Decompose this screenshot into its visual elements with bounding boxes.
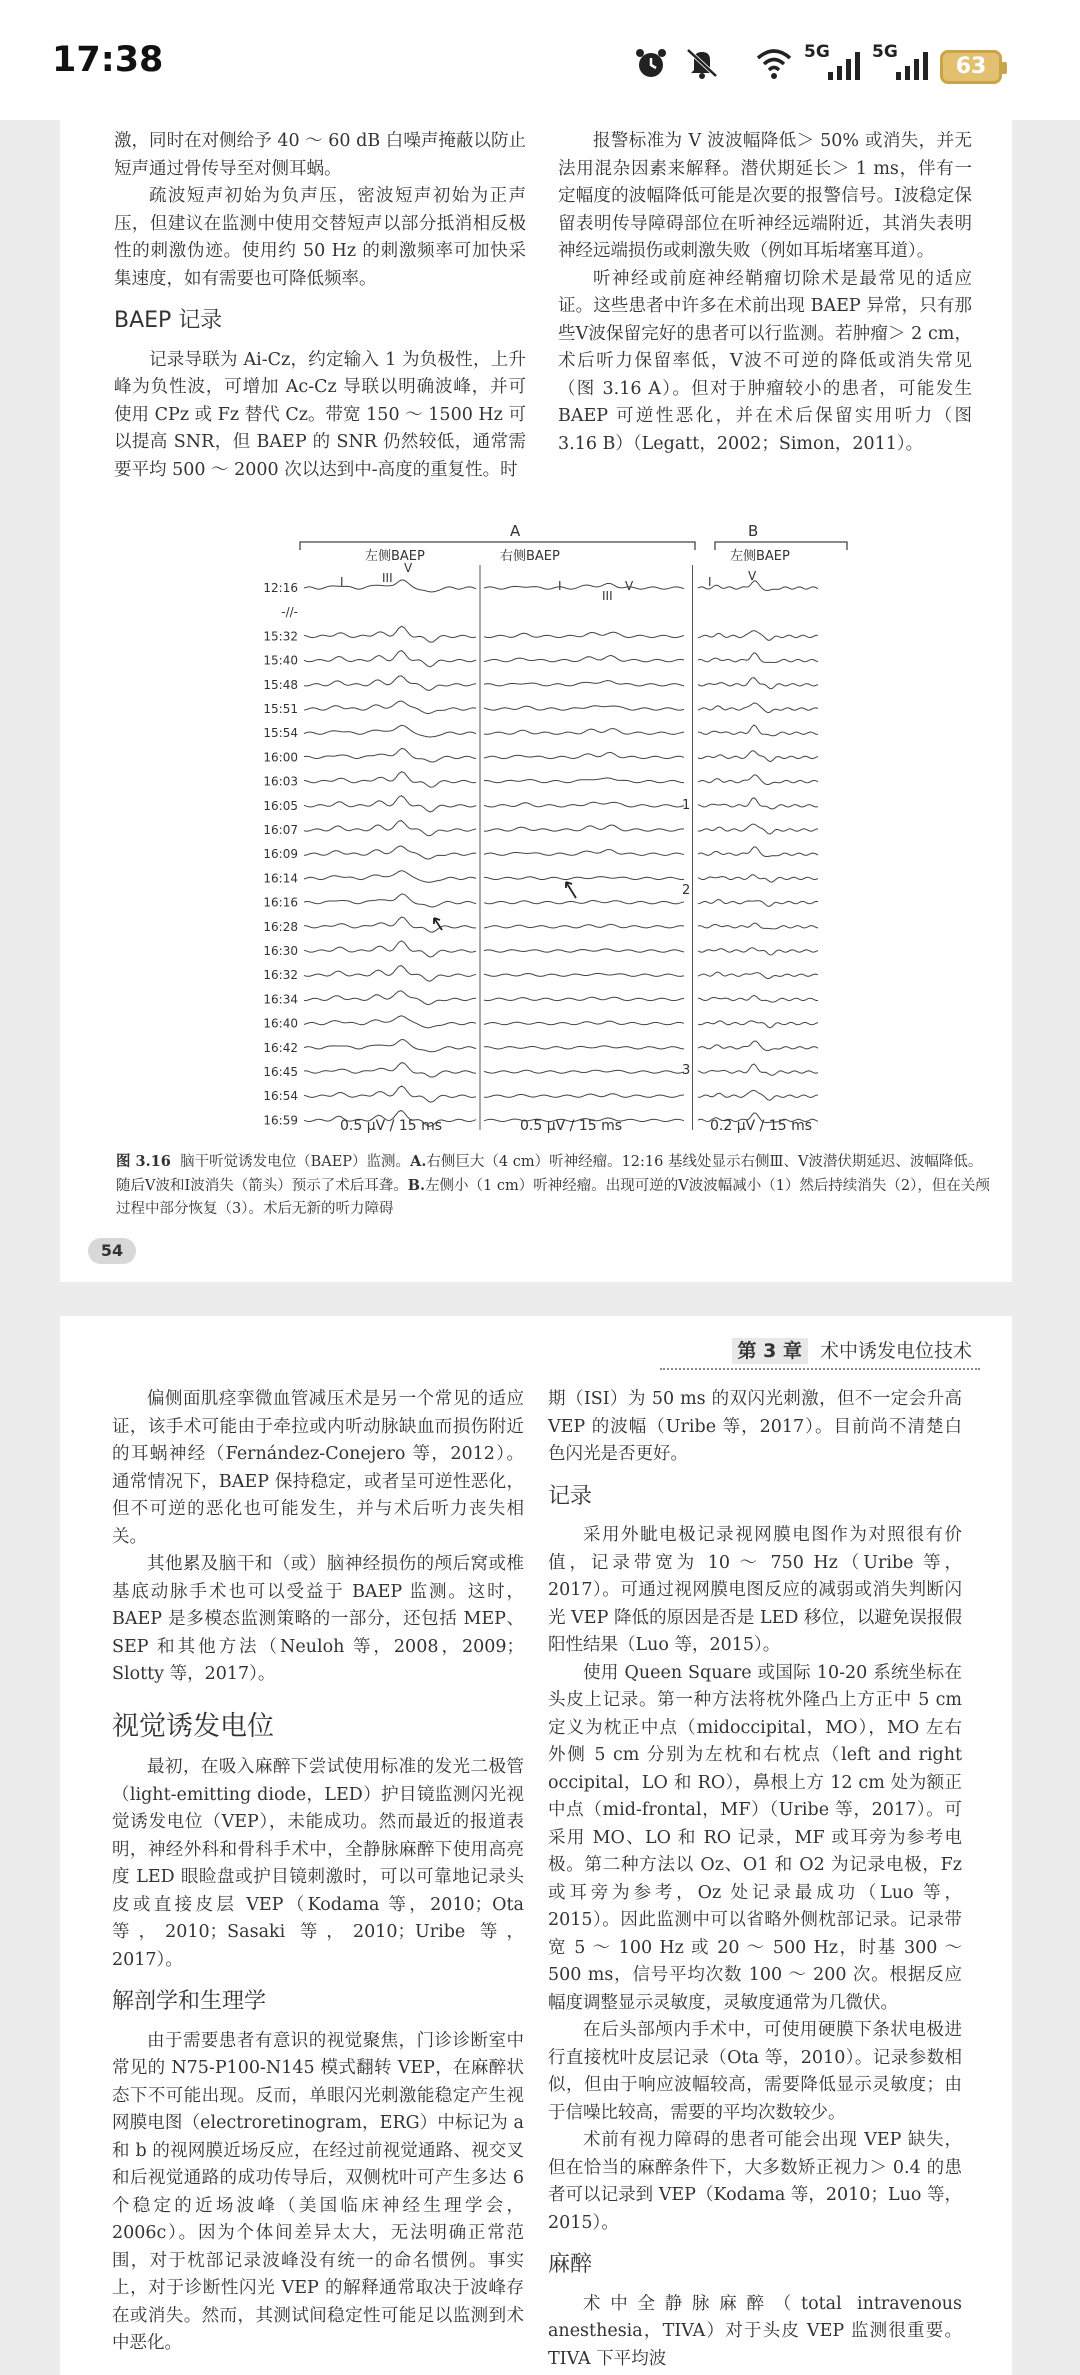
section-heading: 解剖学和生理学: [112, 1989, 267, 2014]
paragraph: 由于需要患者有意识的视觉聚焦，门诊诊断室中常见的 N75-P100-N145 模式翻转 VEP，在麻醉状态下不可能出现。反而，单眼闪光刺激能稳定产生视网膜电图（electroretinogram，ERG）中标记为 a 和 b 的视网膜近场反应，在经过前视觉通路、视交叉和后视觉通路的成功传导后，双侧枕叶可产生多达 6 个稳定的近场波峰（美国临床神经生理学会，2006c）。因为个体间差异太大，无法明确正常范围，对于枕部记录波峰没有统一的命名惯例。事实上，对于诊断性闪光 VEP 的解释通常取决于波峰存在或消失。然而，其测试间稳定性可能足以监测到术中恶化。: [112, 2030, 524, 2353]
paragraph: 采用外眦电极记录视网膜电图作为对照很有价值，记录带宽为 10 ～ 750 Hz（Uribe 等，2017）。可通过视网膜电图反应的减弱或消失判断闪光 VEP 降低的原因是否是 LED 移位，以避免误报假阳性结果（Luo 等，2015）。: [548, 1525, 962, 1655]
waveform-trace: [698, 1041, 818, 1051]
section-heading: 视觉诱发电位: [112, 1710, 274, 1742]
waveform-trace: [698, 875, 818, 882]
paragraph: 最初，在吸入麻醉下尝试使用标准的发光二极管（light-emitting diode，LED）护目镜监测闪光视觉诱发电位（VEP），未能成功。然而最近的报道表明，神经外科和骨科手术中，全静脉麻醉下使用高亮度 LED 眼睑盘或护目镜刺激时，可以可靠地记录头皮或直接皮层 VEP（Kodama 等，2010；Ota 等，2010；Sasaki 等，2010；Uribe 等，2017）。: [112, 1757, 524, 1970]
chapter-divider: [660, 1368, 980, 1370]
waveform-trace: [698, 678, 818, 689]
section-heading: 记录: [548, 1483, 593, 1509]
baep-figure: [263, 520, 840, 1140]
waveform-trace: [304, 1016, 476, 1028]
waveform-trace: [698, 798, 818, 809]
battery-icon: 63: [940, 50, 1002, 84]
time-label: 16:14: [263, 871, 298, 886]
waveform-trace: [698, 923, 818, 929]
waveform-trace: [698, 1021, 818, 1028]
waveform-trace: [698, 703, 818, 713]
time-label: 15:32: [263, 629, 298, 644]
waveform-trace: [698, 751, 818, 762]
paragraph: 记录导联为 Ai-Cz，约定输入 1 为负极性，上升峰为负性波，可增加 Ac-Cz 导联以明确波峰，并可使用 CPz 或 Fz 替代 Cz。带宽 150 ～ 1500 Hz 可以提高 SNR，但 BAEP 的 SNR 仍然较低，通常需要平均 500 ～ 2000 次以达到中-高度的重复性。时: [114, 349, 526, 480]
time-label: 16:28: [263, 919, 298, 934]
signal-icon: [828, 52, 862, 80]
marker-2: 2: [682, 883, 691, 898]
status-bar: [0, 0, 1080, 120]
time-label: 16:59: [263, 1113, 298, 1128]
time-label: 16:54: [263, 1089, 298, 1104]
waveform-trace: [698, 653, 818, 663]
chapter-number: 第 3 章: [732, 1338, 808, 1364]
time-label: 16:09: [263, 847, 298, 862]
waveform-trace: [484, 924, 684, 928]
waveform-trace: [304, 725, 476, 737]
caption-b-label: B.: [407, 1177, 426, 1194]
waveform-trace: [304, 966, 476, 982]
time-label: 16:42: [263, 1040, 298, 1055]
waveform-trace: [304, 651, 476, 667]
left-column: [114, 128, 526, 484]
time-label: 16:07: [263, 823, 298, 837]
waveform-trace: [484, 1021, 684, 1025]
alarm-icon: [634, 46, 668, 80]
caption-a-label: A.: [410, 1153, 427, 1170]
waveform-trace: [698, 995, 818, 1002]
time-label: 16:34: [263, 992, 298, 1007]
waveform-trace: [484, 632, 684, 638]
time-label: 16:40: [263, 1016, 298, 1031]
peak-label-iii: III: [602, 589, 613, 603]
waveform-trace: [698, 775, 818, 785]
caption-text: 脑干听觉诱发电位（BAEP）监测。: [180, 1154, 411, 1170]
waveform-trace: [304, 1040, 476, 1052]
waveform-trace: [304, 1086, 476, 1102]
section-heading: BAEP 记录: [114, 308, 223, 333]
time-label: 15:48: [263, 677, 298, 692]
left-column: [112, 1386, 524, 2358]
subheading-b-baep: 左侧BAEP: [730, 549, 790, 564]
peak-label-i: I: [558, 579, 562, 593]
waveform-trace: [698, 948, 818, 955]
time-label: 15:40: [263, 653, 298, 668]
waveform-trace: [484, 850, 684, 856]
waveform-trace: [698, 1090, 818, 1100]
figure-label-b: B: [748, 522, 759, 540]
book-page-54: [60, 120, 1012, 1282]
waveform-trace: [484, 583, 684, 589]
caption-label: 图 3.16: [116, 1153, 171, 1170]
waveform-trace: [484, 877, 684, 880]
waveform-trace: [304, 626, 476, 642]
section-heading: 麻醉: [548, 2252, 593, 2277]
paragraph: 术前有视力障碍的患者可能会出现 VEP 缺失，但在恰当的麻醉条件下，大多数矫正视力＞ 0.4 的患者可以记录到 VEP（Kodama 等，2010；Luo 等，2015）。: [548, 2130, 962, 2233]
figure-label-a: A: [510, 522, 521, 540]
waveform-trace: [698, 725, 818, 736]
waveform-trace: [484, 729, 684, 735]
waveform-trace: [304, 894, 476, 907]
signal-icon-2: [896, 52, 930, 80]
chapter-title: 术中诱发电位技术: [819, 1340, 972, 1362]
time-label: 15:51: [263, 702, 298, 716]
time-label: 16:30: [263, 944, 298, 958]
peak-label-iii: III: [382, 571, 393, 585]
waveform-trace: [484, 901, 684, 904]
waveform-trace: [304, 991, 476, 1005]
time-label: 16:03: [263, 774, 298, 789]
waveform-trace: [484, 1046, 684, 1049]
waveform-trace: [484, 706, 684, 710]
arrow-icon: [434, 918, 442, 930]
waveform-trace: [698, 581, 818, 591]
waveform-trace: [304, 676, 476, 690]
waveform-trace: [484, 681, 684, 686]
waveform-trace: [484, 752, 684, 758]
paragraph: 其他累及脑干和（或）脑神经损伤的颅后窝或椎基底动脉手术也可以受益于 BAEP 监测。这时，BAEP 是多模态监测策略的一部分，还包括 MEP、SEP 和其他方法（Neuloh 等，2008，2009；Slotty 等，2017）。: [112, 1554, 524, 1684]
scale-bar-a1: 0.5 μV / 15 ms: [340, 1118, 443, 1134]
time-label: 16:05: [263, 798, 298, 813]
clock: 17:38: [52, 40, 164, 80]
waveform-trace: [484, 778, 684, 783]
scale-bar-a2: 0.5 μV / 15 ms: [520, 1118, 623, 1134]
waveform-trace: [484, 655, 684, 661]
waveform-trace: [698, 824, 818, 834]
time-label: 15:54: [263, 726, 298, 741]
peak-label-v: V: [748, 569, 757, 583]
right-column: [558, 128, 972, 458]
waveform-trace: [484, 949, 684, 952]
waveform-trace: [484, 973, 684, 976]
figure-caption: [116, 1150, 996, 1221]
caption-a-text: 右侧巨大（4 cm）听神经瘤。12:16 基线处显示右侧Ⅲ、Ⅴ波潜伏期延迟、波幅降低。随后Ⅴ波和Ⅰ波消失（箭头）预示了术后耳聋。: [116, 1154, 983, 1194]
peak-label-v: V: [404, 561, 413, 575]
subheading-right-baep: 右侧BAEP: [500, 549, 560, 564]
caption-b-text: 左侧小（1 cm）听神经瘤。出现可逆的Ⅴ波波幅减小（1）然后持续消失（2），但在关颅过程中部分恢复（3）。术后无新的听力障碍: [116, 1178, 990, 1217]
marker-3: 3: [682, 1063, 691, 1078]
mute-icon: [684, 46, 720, 80]
waveform-trace: [484, 997, 684, 1001]
time-label: 16:00: [263, 750, 298, 765]
waveform-trace: [484, 825, 684, 831]
wifi-icon: [755, 44, 793, 82]
peak-label-v: V: [625, 579, 634, 593]
waveform-trace: [304, 772, 476, 787]
waveform-trace: [304, 796, 476, 812]
paragraph: 期（ISI）为 50 ms 的双闪光刺激，但不一定会升高 VEP 的波幅（Uribe 等，2017）。目前尚不清楚白色闪光是否更好。: [548, 1389, 962, 1464]
scale-bar-b: 0.2 μV / 15 ms: [710, 1118, 813, 1134]
paragraph: 听神经或前庭神经鞘瘤切除术是最常见的适应证。这些患者中许多在术前出现 BAEP 异常，只有那些Ⅴ波保留完好的患者可以行监测。若肿瘤＞ 2 cm，术后听力保留率低，Ⅴ波不可逆的降低或消失常见（图 3.16 A）。但对于肿瘤较小的患者，可能发生 BAEP 可逆性恶化，并在术后保留实用听力（图 3.16 B）（Legatt，2002；Simon，2011）。: [558, 268, 972, 454]
waveform-trace: [484, 1094, 684, 1098]
time-label: 16:32: [263, 968, 298, 983]
waveform-trace: [698, 1064, 818, 1075]
waveform-trace: [698, 847, 818, 857]
waveform-trace: [304, 846, 476, 859]
waveform-trace: [484, 802, 684, 807]
paragraph: 术中全静脉麻醉（total intravenous anesthesia，TIVA）对于头皮 VEP 监测很重要。TIVA 下平均波: [548, 2293, 962, 2369]
right-column: [548, 1386, 962, 2373]
waveform-trace: [304, 941, 476, 957]
arrow-icon: [566, 882, 576, 898]
paragraph: 疏波短声初始为负声压，密波短声初始为正声压，但建议在监测中使用交替短声以部分抵消相反极性的刺激伪迹。使用约 50 Hz 的刺激频率可加快采集速度，如有需要也可降低频率。: [114, 186, 526, 289]
peak-label-i: I: [708, 575, 712, 589]
chapter-header: [732, 1336, 972, 1363]
paragraph: 激，同时在对侧给予 40 ～ 60 dB 白噪声掩蔽以防止短声通过骨传导至对侧耳蜗。: [114, 131, 526, 179]
waveform-trace: [484, 1070, 684, 1073]
peak-label-i: I: [340, 575, 344, 589]
page-number: 54: [88, 1238, 136, 1264]
paragraph: 使用 Queen Square 或国际 10-20 系统坐标在头皮上记录。第一种方法将枕外隆凸上方正中 5 cm 定义为枕正中点（midoccipital，MO），MO 左右外侧 5 cm 分别为左枕和右枕点（left and right occipital，LO 和 RO），鼻根上方 12 cm 处为额正中点（mid-frontal，MF）（Uribe 等，2017）。可采用 MO、LO 和 RO 记录，MF 或耳旁为参考电极。第二种方法以 Oz、O1 和 O2 为记录电极，Fz 或耳旁为参考，Oz 处记录最成功（Luo 等，2015）。因此监测中可以省略外侧枕部记录。记录带宽 5 ～ 100 Hz 或 20 ～ 500 Hz，时基 300 ～ 500 ms，信号平均次数 100 ～ 200 次。根据反应幅度调整显示灵敏度，灵敏度通常为几微伏。: [548, 1662, 962, 2013]
subheading-left-baep: 左侧BAEP: [365, 549, 425, 564]
time-label: 16:16: [263, 895, 298, 910]
waveform-trace: [698, 900, 818, 907]
signal-label-1: 5G: [804, 42, 830, 62]
time-label: -//-: [281, 605, 298, 620]
waveform-trace: [698, 631, 818, 641]
time-label: 16:45: [263, 1065, 298, 1079]
waveform-trace: [304, 701, 476, 714]
marker-1: 1: [682, 798, 691, 813]
paragraph: 在后头部颅内手术中，可使用硬膜下条状电极进行直接枕叶皮层记录（Ota 等，2010）。记录参数相似，但由于响应波幅较高，需要降低显示灵敏度；由于信噪比较高，需要的平均次数较少。: [548, 2020, 962, 2123]
waveform-trace: [304, 749, 476, 763]
waveform-trace: [304, 917, 476, 932]
waveform-trace: [304, 1063, 476, 1078]
waveform-trace: [304, 871, 476, 883]
waveform-trace: [698, 972, 818, 979]
signal-label-2: 5G: [872, 42, 898, 62]
waveform-trace: [304, 821, 476, 836]
book-page-55: [60, 1316, 1012, 2375]
paragraph: 报警标准为 V 波波幅降低＞ 50% 或消失，并无法用混杂因素来解释。潜伏期延长＞ 1 ms，伴有一定幅度的波幅降低可能是次要的报警信号。Ⅰ波稳定保留表明传导障碍部位在听神经远端附近，其消失表明神经远端损伤或刺激失败（例如耳垢堵塞耳道）。: [558, 131, 972, 261]
time-label: 12:16: [263, 581, 298, 595]
paragraph: 偏侧面肌痉挛微血管减压术是另一个常见的适应证，该手术可能由于牵拉或内听动脉缺血而损伤附近的耳蜗神经（Fernández-Conejero 等，2012）。通常情况下，BAEP 保持稳定，或者呈可逆性恶化，但不可逆的恶化也可能发生，并与术后听力丧失相关。: [112, 1389, 524, 1547]
